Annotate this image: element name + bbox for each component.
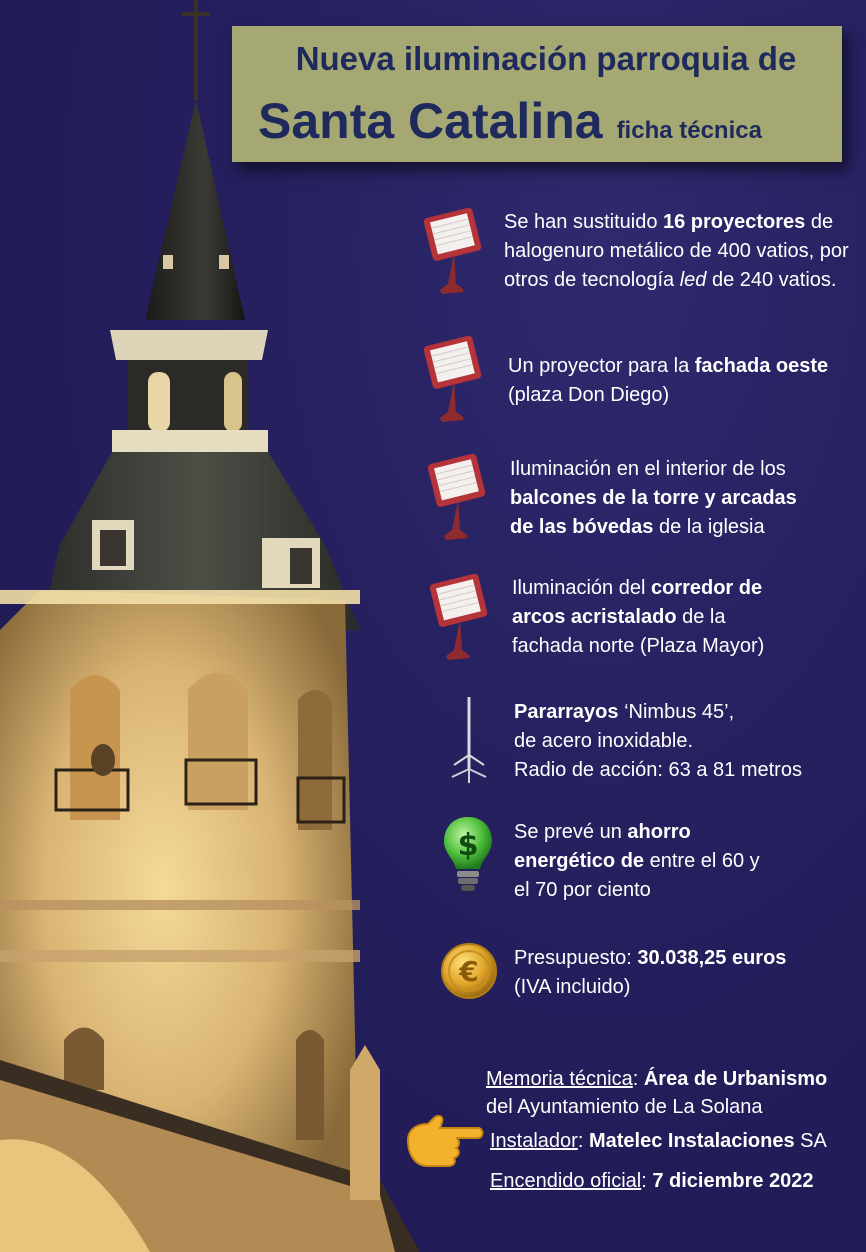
floodlight-icon [430,572,490,662]
title-line: Nueva iluminación parroquia de [295,40,797,77]
item-pararrayos: Pararrayos ‘Nimbus 45’, de acero inoxidable. Radio de acción: 63 a 81 metros [514,701,802,781]
encendido-oficial-line: Encendido oficial: 7 diciembre 2022 [490,1170,814,1192]
instalador-line: Instalador: Matelec Instalaciones SA [490,1130,827,1152]
floodlight-icon [424,206,484,296]
church-name: Santa Catalina [258,93,603,149]
dollar-lightbulb-icon [440,815,496,895]
title-subtitle: ficha técnica [616,117,762,144]
svg-text:$: $ [457,828,479,863]
title-main-line [258,92,762,150]
memoria-tecnica-line: Memoria técnica: Área de Urbanismo [486,1068,828,1090]
floodlight-icon [428,452,488,542]
svg-text:€: € [459,955,479,988]
euro-coin-icon [440,942,498,1000]
lightning-rod-icon [444,695,494,785]
item-corredor: Iluminación del corredor de arcos acristalado de la fachada norte (Plaza Mayor) [512,577,765,657]
item-presupuesto: Presupuesto: 30.038,25 euros (IVA incluido) [514,947,787,998]
item-fachada-oeste: Un proyector para la fachada oeste (plaza Don Diego) [508,355,829,406]
memoria-tecnica-continuation: del Ayuntamiento de La Solana [486,1096,763,1118]
pointing-hand-icon [404,1112,484,1170]
item-proyectores: Se han sustituido 16 proyectores de halogenuro metálico de 400 vatios, por otros de tecnología led de 240 vatios. [504,211,849,291]
floodlight-icon [424,334,484,424]
title-banner [232,26,842,162]
item-ahorro: Se prevé un ahorro energético de entre el 60 y el 70 por ciento [514,821,760,901]
item-balcones: Iluminación en el interior de los balcones de la torre y arcadas de las bóvedas de la iglesia [510,458,797,538]
